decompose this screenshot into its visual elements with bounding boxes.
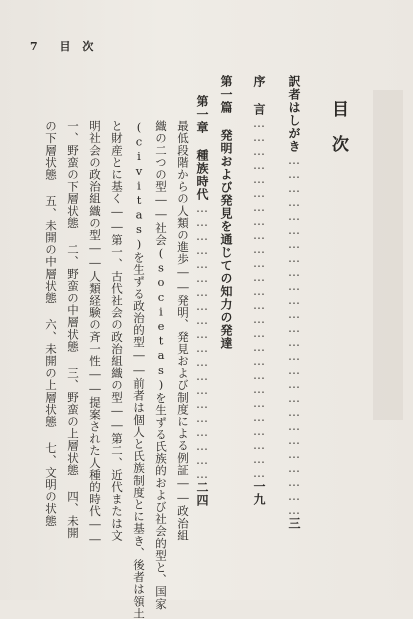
- entry-label: 序 言: [252, 75, 266, 116]
- leader-dots: ……………………………………………………………………: [287, 153, 301, 517]
- show-through-text: [373, 90, 403, 420]
- toc-entry-introduction: [251, 75, 268, 515]
- toc-chapter-one: [194, 95, 211, 535]
- entry-page: 三: [287, 517, 301, 530]
- summary-line: 最低段階からの人類の進歩――発明、発見および制度による例証――政治組: [176, 120, 190, 542]
- leader-dots: ……………………………………………………………………: [252, 116, 266, 480]
- toc-part-one: [218, 75, 235, 515]
- entry-page: 一九: [252, 480, 266, 506]
- toc-entry-preface: [286, 75, 303, 530]
- toc-title: 目次: [328, 100, 348, 170]
- leader-dots: ……………………………………………………: [195, 201, 209, 481]
- summary-line: の下層状態 五、未開の中層状態 六、未開の上層状態 七、文明の状態: [44, 120, 58, 527]
- entry-label: 訳者はしがき: [287, 75, 301, 153]
- summary-line: 一、野蛮の下層状態 二、野蛮の中層状態 三、野蛮の上層状態 四、未開: [66, 120, 80, 539]
- summary-line: 織の二つの型――社会(societas)を生ずる氏族的および社会的型と、国家: [154, 120, 168, 610]
- summary-line: 明社会の政治組織の型――人類経験の斉一性――提案された人種的時代――: [88, 120, 102, 547]
- entry-label: 第一章 種族時代: [195, 95, 209, 201]
- running-head: [30, 38, 107, 54]
- running-head-title: 目 次: [59, 40, 98, 53]
- summary-line: と財産とに基く――第一、古代社会の政治組織の型――第二、近代または文: [110, 120, 124, 542]
- summary-line: (civitas)を生ずる政治的型――前者は個人と氏族制度とに基き、後者は領土: [132, 120, 146, 619]
- entry-page: 二四: [195, 481, 209, 507]
- page-number: 7: [30, 40, 42, 53]
- entry-label: 第一篇 発明および発見を通じての知力の発達: [219, 75, 233, 350]
